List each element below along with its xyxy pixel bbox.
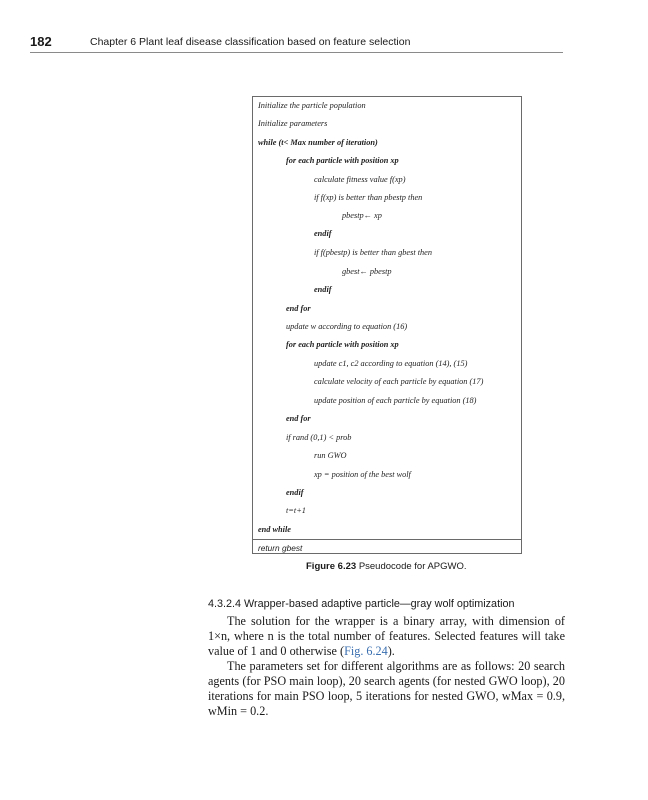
- pseudocode-line: end for: [286, 304, 311, 313]
- pseudocode-line: update w according to equation (16): [286, 322, 408, 331]
- pseudocode-box: [252, 96, 522, 554]
- paragraph-text: The solution for the wrapper is a binary array, with dimension of 1×n, where n is the total number of features. Selected features will take value of 1 and 0 otherwise (: [208, 614, 565, 658]
- pseudocode-line: run GWO: [314, 451, 347, 460]
- paragraph: [208, 614, 565, 659]
- pseudocode-line: pbestp← xp: [342, 211, 382, 220]
- pseudocode-line: calculate fitness value f(xp): [314, 175, 406, 184]
- figure-reference-link[interactable]: Fig. 6.24: [344, 644, 388, 658]
- pseudocode-line: while (t< Max number of iteration): [258, 138, 378, 147]
- pseudocode-line: gbest← pbestp: [342, 267, 392, 276]
- pseudocode-line: Initialize parameters: [258, 119, 328, 128]
- pseudocode-line: if f(pbestp) is better than gbest then: [314, 248, 432, 257]
- paragraph: The parameters set for different algorithms are as follows: 20 search agents (for PSO main loop), 20 search agents (for nested GWO loop), 20 iterations for main PSO loop, 5 iterations for nested GWO, wMax = 0.9, wMin = 0.2.: [208, 659, 565, 718]
- pseudocode-line: for each particle with position xp: [286, 156, 399, 165]
- pseudocode-line: if f(xp) is better than pbestp then: [314, 193, 423, 202]
- page-number: 182: [30, 34, 52, 49]
- pseudocode-line: end while: [258, 525, 291, 534]
- pseudocode-line: end for: [286, 414, 311, 423]
- figure-label: Figure 6.23: [306, 561, 357, 572]
- pseudocode-line: t=t+1: [286, 506, 306, 515]
- paragraph-text: ).: [387, 644, 395, 658]
- page-header: [30, 34, 563, 53]
- pseudocode-line: xp = position of the best wolf: [314, 470, 411, 479]
- pseudocode-line: update c1, c2 according to equation (14), (15): [314, 359, 468, 368]
- pseudocode-line: update position of each particle by equation (18): [314, 396, 477, 405]
- figure-caption: [306, 561, 467, 572]
- pseudocode-line: calculate velocity of each particle by equation (17): [314, 377, 484, 386]
- figure-caption-text: Pseudocode for APGWO.: [358, 561, 467, 572]
- running-head: Chapter 6 Plant leaf disease classification based on feature selection: [90, 36, 411, 48]
- pseudocode-line: return gbest: [258, 543, 303, 553]
- pseudocode-line: endif: [314, 285, 332, 294]
- body-text: [208, 614, 565, 719]
- pseudocode-line: endif: [314, 229, 332, 238]
- pseudocode-line: Initialize the particle population: [258, 101, 366, 110]
- pseudocode-line: for each particle with position xp: [286, 340, 399, 349]
- pseudocode-divider: [253, 539, 521, 540]
- pseudocode-line: endif: [286, 488, 304, 497]
- section-heading: 4.3.2.4 Wrapper-based adaptive particle—gray wolf optimization: [208, 598, 515, 610]
- pseudocode-line: if rand (0,1) < prob: [286, 433, 352, 442]
